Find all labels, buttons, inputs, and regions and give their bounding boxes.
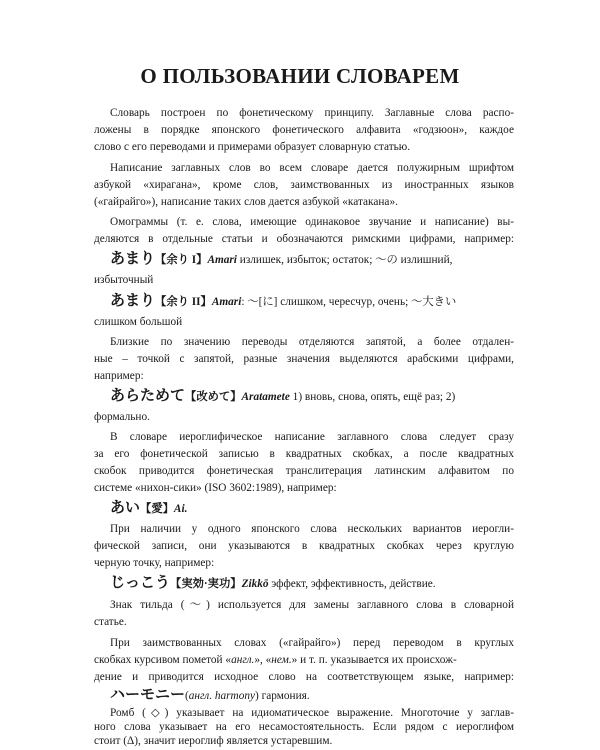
entry-kanji: 【余り I】 <box>155 254 208 266</box>
paragraph-4-line-2: ные – точкой с запятой, разные значения выделяются арабскими цифрами, <box>94 353 514 365</box>
text-span: » и т. п. указывается их происхож- <box>291 654 457 666</box>
paragraph-3-line-1: Омограммы (т. е. слова, имеющие одинаковое звучание и написание) вы- <box>110 216 514 228</box>
paragraph-5-line-2: за его фонетической записью в квадратных скобках, а после квадратных <box>94 448 514 460</box>
entry-headword: じっこう <box>110 575 171 591</box>
entry-headword: あい <box>110 500 141 516</box>
entry-amari-1-continuation: избыточный <box>94 274 154 286</box>
paragraph-7-line-2: статье. <box>94 616 127 628</box>
entry-aratamete <box>110 387 514 407</box>
paragraph-3-line-2: деляются в отдельные статьи и обозначаются римскими цифрами, например: <box>94 233 514 245</box>
entry-amari-2-continuation: слишком большой <box>94 316 183 328</box>
paragraph-5-line-3: скобок приводится фонетическая транслитерация латинским алфавитом по <box>94 465 514 477</box>
entry-translation: : ～[に] слишком, чересчур, очень; ～大きい <box>241 296 457 308</box>
paragraph-6-line-1: При наличии у одного японского слова нескольких вариантов иерогли- <box>110 523 514 535</box>
entry-romaji: Amari <box>211 296 242 308</box>
paragraph-6-line-3: черную точку, например: <box>94 557 215 569</box>
entry-kanji: 【愛】 <box>140 503 174 515</box>
paragraph-2-line-3: («гайрайго»), написание таких слов дается азбукой «катакана». <box>94 196 398 208</box>
entry-harmony <box>110 686 514 706</box>
entry-origin-label: англ. harmony <box>188 690 256 702</box>
entry-headword: ハーモニー <box>110 687 186 703</box>
entry-romaji: Ai. <box>173 503 188 515</box>
entry-zikkou <box>110 574 514 594</box>
entry-romaji: Zikkō <box>241 578 269 590</box>
entry-translation: 1) вновь, снова, опять, ещё раз; 2) <box>289 391 456 403</box>
entry-translation: излишек, избыток; остаток; ～の излишний, <box>236 254 453 266</box>
entry-translation: эффект, эффективность, действие. <box>268 578 436 590</box>
paragraph-2-line-2: азбукой «хирагана», кроме слов, заимствованных из иностранных языков <box>94 179 514 191</box>
text-span: скобках курсивом пометой « <box>94 654 232 666</box>
paragraph-4-line-3: например: <box>94 370 144 382</box>
paragraph-1-line-1: Словарь построен по фонетическому принципу. Заглавные слова распо- <box>110 107 514 119</box>
paragraph-9-line-1: Ромб (◇) указывает на идиоматическое выражение. Многоточие у заглав- <box>110 707 514 719</box>
paragraph-2-line-1: Написание заглавных слов во всем словаре дается полужирным шрифтом <box>110 162 514 174</box>
paragraph-5-line-1: В словаре иероглифическое написание заглавного слова следует сразу <box>110 431 514 443</box>
entry-kanji: 【余り II】 <box>155 296 212 308</box>
paragraph-8-line-3: дение и приводится исходное слово на соответствующем языке, например: <box>94 671 514 683</box>
entry-kanji: 【改めて】 <box>185 391 242 403</box>
entry-headword: あらためて <box>110 388 186 404</box>
paragraph-6-line-2: фической записи, они указываются в квадратных скобках через круглую <box>94 540 514 552</box>
entry-amari-2 <box>110 292 514 312</box>
page-title: О ПОЛЬЗОВАНИИ СЛОВАРЕМ <box>140 64 460 88</box>
label-nem: нем. <box>271 654 292 666</box>
paragraph-9-line-2: ного слова указывает на его несамостоятельность. Если рядом с иероглифом <box>94 721 514 733</box>
paragraph-4-line-1: Близкие по значению переводы отделяются запятой, а более отдален- <box>110 336 514 348</box>
entry-headword: あまり <box>110 251 156 267</box>
paragraph-1-line-2: ложены в порядке японского фонетического алфавита «годзюон», каждое <box>94 124 514 136</box>
paragraph-9-line-3: стоит (Δ), значит иероглиф является устаревшим. <box>94 735 333 747</box>
entry-headword: あまり <box>110 293 156 309</box>
paren-open: ( <box>185 690 189 702</box>
paragraph-7-line-1: Знак тильда (～) используется для замены заглавного слова в словарной <box>110 599 514 611</box>
paragraph-8-line-1: При заимствованных словах («гайрайго») перед переводом в круглых <box>110 637 514 649</box>
entry-romaji: Aratamete <box>241 391 290 403</box>
text-span: », « <box>254 654 272 666</box>
label-engl: англ. <box>231 654 255 666</box>
entry-translation: гармония. <box>258 690 310 702</box>
paragraph-5-line-4: системе «нихон-сики» (ISO 3602:1989), например: <box>94 482 337 494</box>
entry-ai <box>110 499 514 519</box>
paren-close: ) <box>255 690 259 702</box>
entry-kanji: 【実効·実功】 <box>170 578 242 590</box>
paragraph-1-line-3: слово с его переводами и примерами образует словарную статью. <box>94 141 411 153</box>
entry-aratamete-continuation: формально. <box>94 411 150 423</box>
entry-romaji: Amari <box>207 254 237 266</box>
paragraph-8-line-2 <box>94 653 514 667</box>
entry-amari-1 <box>110 250 514 270</box>
